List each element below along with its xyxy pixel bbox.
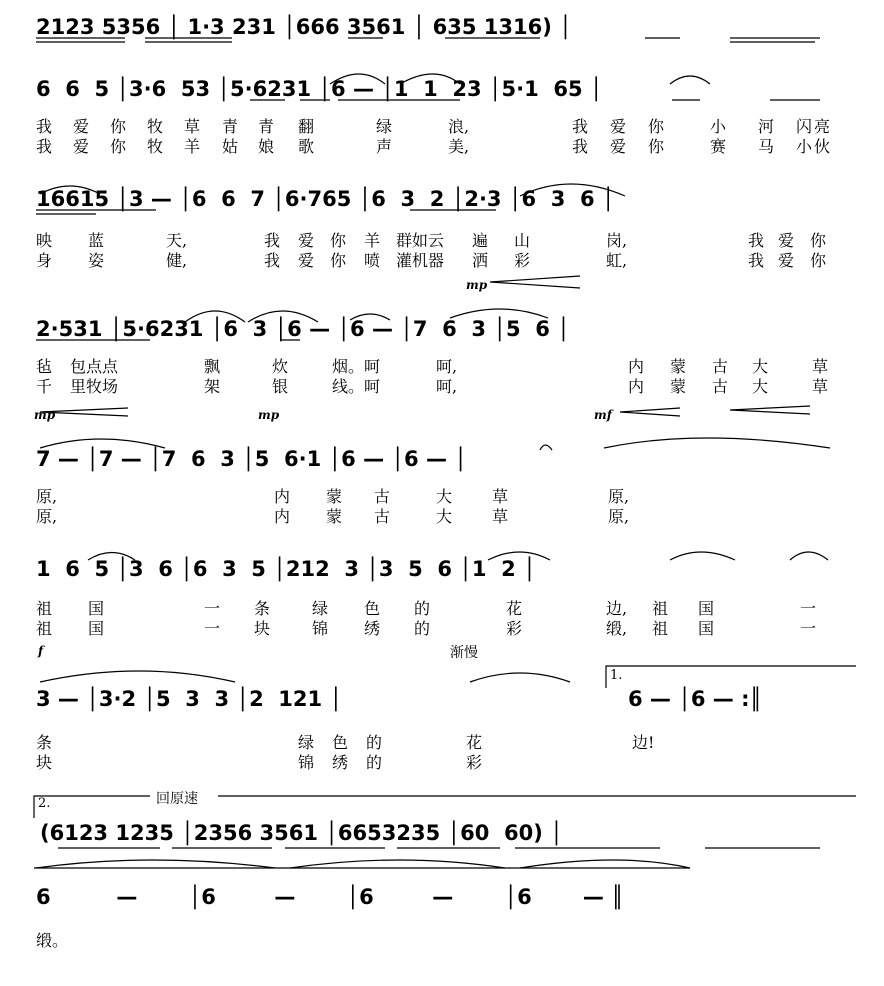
- staff-line-2: [0, 70, 884, 160]
- lyric-verse-1: 缎。: [36, 931, 69, 950]
- lyric-verse-2: 我 爱 你 牧 羊 姑 娘 歌 声 美, 我 爱 你 赛 马 小 伙: [36, 137, 831, 156]
- lyric-verse-2: 祖 国 一 块 锦 绣 的 彩 缎, 祖 国 一: [36, 619, 817, 638]
- lyric-verse-2: 身 姿 健, 我 爱 你 喷 灌机器 洒 彩 虹, 我 爱 你: [36, 251, 827, 270]
- notes: 6 — │6 — │6 — │6 — ║: [36, 885, 624, 909]
- notes: 1 6 5 │3 6 │6 3 5 │212 3 │3 5 6 │1 2 │: [36, 557, 536, 581]
- lyric-verse-1: 毡 包点点 飘 炊 烟。呵 呵, 内 蒙 古 大 草: [36, 357, 829, 376]
- lyric-verse-2: 块 锦 绣 的 彩: [36, 753, 483, 772]
- notes: 16615 │3 — │6 6 7 │6·765 │6 3 2 │2·3 │6 3 6 │: [36, 187, 615, 211]
- notes: 7 — │7 — │7 6 3 │5 6·1 │6 — │6 — │: [36, 447, 467, 471]
- staff-line-5: [0, 440, 884, 540]
- staff-line-8: [0, 788, 884, 850]
- ritardando-marking: 渐慢: [450, 645, 478, 661]
- volta-2-label: 2.: [38, 796, 51, 811]
- notes: 6 6 5 │3·6 53 │5·6231 │6 — │1 1 23 │5·1 65 │: [36, 77, 603, 101]
- dynamic-marking: f: [38, 644, 44, 658]
- a-tempo-marking: 回原速: [156, 791, 198, 807]
- staff-line-4: [0, 310, 884, 430]
- notes: 2·531 │5·6231 │6 3 │6 — │6 — │7 6 3 │5 6 │: [36, 317, 570, 341]
- volta-1-label: 1.: [610, 668, 623, 683]
- staff-line-3: [0, 180, 884, 300]
- notes: 3 — │3·2 │5 3 3 │2 121 │: [36, 687, 343, 711]
- staff-line-9: [0, 878, 884, 958]
- dynamic-marking: mp: [34, 408, 56, 422]
- lyric-verse-2: 原, 内 蒙 古 大 草 原,: [36, 507, 630, 526]
- dynamic-marking: mp: [258, 408, 280, 422]
- lyric-verse-1: 原, 内 蒙 古 大 草 原,: [36, 487, 630, 506]
- lyric-verse-1: 祖 国 一 条 绿 色 的 花 边, 祖 国 一: [36, 599, 817, 618]
- lyric-verse-1: 映 蓝 天, 我 爱 你 羊 群如云 遍 山 岗, 我 爱 你: [36, 231, 827, 250]
- dynamic-marking: mp: [466, 278, 488, 292]
- staff-line-6: [0, 550, 884, 660]
- dynamic-marking: mf: [594, 408, 612, 422]
- staff-line-1: [0, 10, 884, 50]
- lyric-verse-2: 千 里牧场 架 银 线。呵 呵, 内 蒙 古 大 草: [36, 377, 829, 396]
- lyric-verse-1: 条 绿 色 的 花 边!: [36, 733, 655, 752]
- notes: (6123 1235 │2356 3561 │6653235 │60 60) │: [40, 821, 563, 845]
- notes-volta-1: 6 — │6 — :║: [628, 687, 763, 711]
- notes: 2123 5356 │ 1·3 231 │666 3561 │ 635 1316) │: [36, 15, 572, 39]
- lyric-verse-1: 我 爱 你 牧 草 青 青 翻 绿 浪, 我 爱 你 小 河 闪 亮: [36, 117, 831, 136]
- staff-line-7: [0, 668, 884, 778]
